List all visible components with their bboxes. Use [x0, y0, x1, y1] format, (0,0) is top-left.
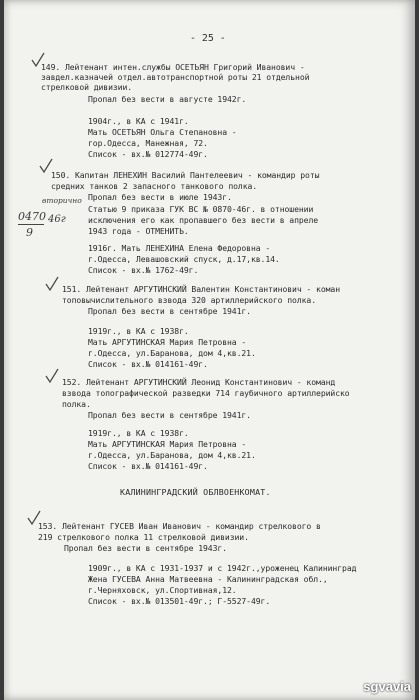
entry-line: Мать АРГУТИНСКАЯ Мария Петровна -	[88, 337, 247, 347]
entry-line: полка.	[62, 399, 91, 409]
handwritten-number: 9	[26, 226, 33, 239]
entry-line: г.Одесса, Левашовский спуск, д.17,кв.14.	[88, 254, 280, 264]
entry-line: г.Одесса, ул.Баранова, дом 4,кв.21.	[88, 348, 256, 358]
entry-line: 150. Капитан ЛЕНЕХИН Василий Пантелеевич - командир роты	[51, 170, 320, 180]
entry-line: гор.Одесса, Манежная, 72.	[88, 138, 208, 148]
document-page	[4, 0, 415, 700]
entry-line: Список - вх.№ 013501-49г.; Г-5527-49г.	[88, 596, 271, 606]
entry-line: Жена ГУСЕВА Анна Матвеевна - Калининградская обл.,	[88, 574, 328, 584]
entry-line: исключения его как пропавшего без вести в апреле	[88, 215, 319, 225]
entry-line: 1919г., в КА с 1938г.	[88, 428, 189, 438]
entry-line: Статью 9 приказа ГУК ВС № 0870-46г. в отношении	[88, 204, 314, 214]
entry-line: стрелковой дивизии.	[41, 82, 133, 92]
entry-line: топовычислительного взвода 320 артиллерийского полка.	[62, 295, 317, 305]
check-mark-icon	[44, 368, 60, 384]
entry-line: 1904г., в КА с 1941г.	[88, 116, 189, 126]
entry-line: Пропал без вести в сентябре 1941г.	[88, 410, 251, 420]
entry-line: завдел.казначей отдел.автотранспортной роты 21 отдельной	[41, 72, 310, 82]
entry-line: г.Черняховск, ул.Спортивная,12.	[88, 585, 237, 595]
entry-line: 1909г., в КА с 1931-1937 и с 1942г.,уроженец Калининград	[88, 563, 357, 573]
entry-line: Пропал без вести в сентябре 1943г.	[64, 543, 227, 553]
page-number: - 25 -	[190, 33, 226, 44]
section-header: КАЛИНИНГРАДСКИЙ ОБЛВОЕНКОМАТ.	[120, 487, 271, 497]
entry-line: Список - вх.№ 1762-49г.	[88, 265, 199, 275]
entry-line: Пропал без вести в августе 1942г.	[88, 94, 247, 104]
entry-line: Мать ОСЕТЬЯН Ольга Степановна -	[88, 127, 237, 137]
entry-line: Мать АРГУТИНСКАЯ Мария Петровна -	[88, 439, 247, 449]
handwritten-number: 46г	[48, 214, 66, 225]
entry-line: взвода топографической разведки 714 гаубичного артиллерийско	[62, 388, 350, 398]
watermark: sgvavia	[363, 679, 411, 694]
entry-line: 1916г. Мать ЛЕНЕХИНА Елена Федоровна -	[88, 243, 271, 253]
entry-line: 1919г., в КА с 1938г.	[88, 326, 189, 336]
entry-line: Пропал без вести в июле 1943г.	[88, 192, 232, 202]
fraction-line	[18, 224, 44, 225]
handwritten-number: 0470	[18, 210, 46, 223]
check-mark-icon	[44, 276, 60, 292]
entry-line: Список - вх.№ 014161-49г.	[88, 359, 208, 369]
entry-line: г.Одесса, ул.Баранова, дом 4,кв.21.	[88, 450, 256, 460]
entry-line: средних танков 2 запасного танкового полка.	[51, 181, 258, 191]
handwritten-note: вторично	[42, 196, 82, 205]
entry-line: 1943 года - ОТМЕНИТЬ.	[88, 226, 189, 236]
entry-line: Список - вх.№ 014161-49г.	[88, 461, 208, 471]
entry-line: 151. Лейтенант АРГУТИНСКИЙ Валентин Константинович - коман	[62, 284, 340, 294]
entry-line: Пропал без вести в сентябре 1941г.	[88, 306, 251, 316]
entry-line: Список - вх.№ 012774-49г.	[88, 149, 208, 159]
entry-line: 152. Лейтенант АРГУТИНСКИЙ Леонид Константинович - команд	[62, 377, 336, 387]
entry-line: 153. Лейтенант ГУСЕВ Иван Иванович - командир стрелкового в	[38, 521, 321, 531]
entry-line: 149. Лейтенант интен.службы ОСЕТЬЯН Григорий Иванович -	[41, 62, 305, 72]
entry-line: 219 стрелкового полка 11 стрелковой дивизии.	[38, 532, 249, 542]
